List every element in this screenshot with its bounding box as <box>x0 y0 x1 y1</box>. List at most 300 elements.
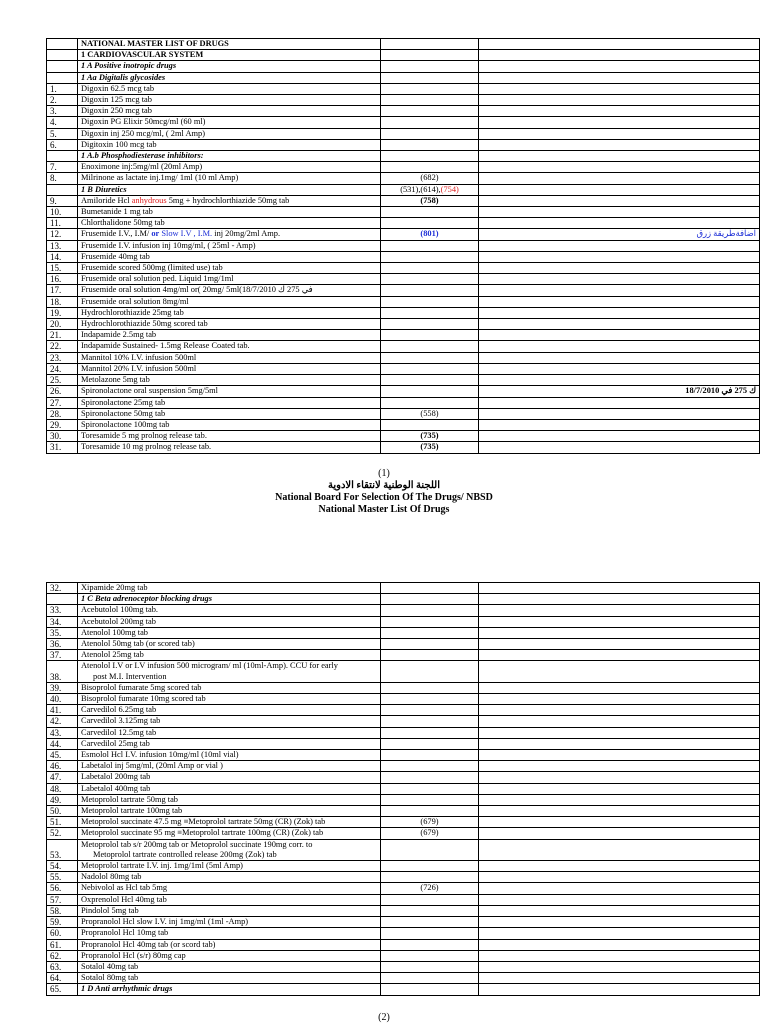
item-number: 27. <box>47 397 78 408</box>
item-number: 10. <box>47 207 78 218</box>
note <box>479 319 760 330</box>
reference-code <box>381 375 479 386</box>
table-row <box>47 839 760 860</box>
item-number: 15. <box>47 263 78 274</box>
table-row <box>47 783 760 794</box>
reference-code <box>381 341 479 352</box>
table-row <box>47 727 760 738</box>
page-number: (2) <box>378 1012 390 1023</box>
reference-code <box>381 117 479 128</box>
reference-code <box>381 419 479 430</box>
item-number: 20. <box>47 319 78 330</box>
table-row <box>47 375 760 386</box>
item-number: 58. <box>47 905 78 916</box>
reference-code <box>381 939 479 950</box>
reference-code <box>381 694 479 705</box>
note <box>479 139 760 150</box>
drug-description: Digoxin 250 mcg tab <box>78 106 381 117</box>
section-heading: 1 B Diuretics <box>78 184 381 195</box>
table-row <box>47 83 760 94</box>
drug-description: Oxprenolol Hcl 40mg tab <box>78 894 381 905</box>
item-number: 30. <box>47 431 78 442</box>
note <box>479 397 760 408</box>
drug-description: Mannitol 20% I.V. infusion 500ml <box>78 363 381 374</box>
reference-code <box>381 263 479 274</box>
reference-code <box>381 72 479 83</box>
reference-code <box>381 151 479 162</box>
note <box>479 375 760 386</box>
note <box>479 83 760 94</box>
page-footer-2 <box>0 1012 768 1024</box>
drug-description <box>78 195 381 206</box>
table-row <box>47 738 760 749</box>
item-number: 46. <box>47 761 78 772</box>
item-number: 16. <box>47 274 78 285</box>
highlighted-text: Slow I.V , I.M. <box>159 229 213 239</box>
table-row <box>47 296 760 307</box>
board-name: National Board For Selection Of The Drugs/ NBSD <box>275 492 493 503</box>
item-number: 32. <box>47 583 78 594</box>
reference-code <box>381 50 479 61</box>
table-row <box>47 229 760 240</box>
section-heading: 1 A Positive inotropic drugs <box>78 61 381 72</box>
reference-code <box>381 650 479 661</box>
note <box>479 330 760 341</box>
table-row <box>47 106 760 117</box>
reference-code <box>381 917 479 928</box>
note <box>479 639 760 650</box>
drug-description: Toresamide 5 mg prolnog release tab. <box>78 431 381 442</box>
reference-code <box>381 727 479 738</box>
table-row <box>47 627 760 638</box>
note <box>479 195 760 206</box>
note <box>479 106 760 117</box>
section-heading: 1 D Anti arrhythmic drugs <box>78 984 381 995</box>
item-number: 37. <box>47 650 78 661</box>
note <box>479 627 760 638</box>
reference-code: (801) <box>381 229 479 240</box>
reference-code <box>381 794 479 805</box>
note <box>479 583 760 594</box>
reference-code <box>381 330 479 341</box>
item-number: 31. <box>47 442 78 453</box>
reference-code <box>381 61 479 72</box>
note <box>479 917 760 928</box>
table-row <box>47 705 760 716</box>
reference-code <box>381 961 479 972</box>
item-number: 7. <box>47 162 78 173</box>
drug-description: Esmolol Hcl I.V. infusion 10mg/ml (10ml vial) <box>78 750 381 761</box>
note <box>479 251 760 262</box>
reference-code: (735) <box>381 442 479 453</box>
item-number: 61. <box>47 939 78 950</box>
drug-text: inj 20mg/2ml Amp. <box>212 229 281 239</box>
reference-code <box>381 806 479 817</box>
item-number: 34. <box>47 616 78 627</box>
item-number: 56. <box>47 883 78 894</box>
drug-description: Metoprolol tartrate I.V. inj. 1mg/1ml (5ml Amp) <box>78 861 381 872</box>
reference-code <box>381 716 479 727</box>
item-number: 12. <box>47 229 78 240</box>
item-number <box>47 39 78 50</box>
drug-description: Digitoxin 100 mcg tab <box>78 139 381 150</box>
item-number: 43. <box>47 727 78 738</box>
drug-description: Carvedilol 12.5mg tab <box>78 727 381 738</box>
item-number: 3. <box>47 106 78 117</box>
drug-text: Atenolol I.V or I.V infusion 500 microgram/ ml (10ml-Amp). CCU for early <box>81 661 338 671</box>
note <box>479 296 760 307</box>
reference-code <box>381 307 479 318</box>
reference-code <box>381 363 479 374</box>
table-row <box>47 363 760 374</box>
reference-code <box>381 274 479 285</box>
item-number: 47. <box>47 772 78 783</box>
table-row <box>47 817 760 828</box>
drug-description: Hydrochlorothiazide 25mg tab <box>78 307 381 318</box>
note <box>479 817 760 828</box>
table-row <box>47 128 760 139</box>
item-number <box>47 72 78 83</box>
item-number: 28. <box>47 408 78 419</box>
drug-description: Bisoprolol fumarate 5mg scored tab <box>78 682 381 693</box>
note <box>479 184 760 195</box>
drug-text: Amiloride Hcl <box>81 195 132 205</box>
item-number: 17. <box>47 285 78 296</box>
item-number <box>47 594 78 605</box>
list-title: National Master List Of Drugs <box>318 504 450 515</box>
reference-code <box>381 386 479 397</box>
table-row <box>47 872 760 883</box>
note <box>479 961 760 972</box>
table-row <box>47 761 760 772</box>
drug-description: Nebivolol as Hcl tab 5mg <box>78 883 381 894</box>
item-number: 38. <box>47 661 78 682</box>
item-number: 11. <box>47 218 78 229</box>
table-row <box>47 274 760 285</box>
drug-description: Propranolol Hcl (s/r) 80mg cap <box>78 950 381 961</box>
item-number: 22. <box>47 341 78 352</box>
table-row <box>47 928 760 939</box>
reference-code <box>381 894 479 905</box>
table-row <box>47 905 760 916</box>
reference-code <box>381 195 479 206</box>
note <box>479 274 760 285</box>
drug-description: Carvedilol 3.125mg tab <box>78 716 381 727</box>
drug-description: Digoxin inj 250 mcg/ml, ( 2ml Amp) <box>78 128 381 139</box>
reference-code <box>381 839 479 860</box>
reference-code <box>381 95 479 106</box>
table-row <box>47 263 760 274</box>
reference-code <box>381 218 479 229</box>
note <box>479 894 760 905</box>
table-row <box>47 973 760 984</box>
note <box>479 973 760 984</box>
item-number: 39. <box>47 682 78 693</box>
drug-text: Metoprolol tartrate controlled release 200mg (Zok) tab <box>93 849 277 859</box>
reference-code <box>381 616 479 627</box>
drug-description: Toresamide 10 mg prolnog release tab. <box>78 442 381 453</box>
reference-code <box>381 319 479 330</box>
highlighted-text: or <box>151 229 160 239</box>
reference-code <box>381 928 479 939</box>
note <box>479 151 760 162</box>
reference-code <box>381 783 479 794</box>
page-number: (1) <box>378 468 390 479</box>
note <box>479 950 760 961</box>
drug-table-page-2 <box>46 582 760 996</box>
table-row <box>47 408 760 419</box>
committee-name-arabic: اللجنة الوطنية لانتقاء الادوية <box>327 480 441 491</box>
table-row <box>47 330 760 341</box>
item-number: 4. <box>47 117 78 128</box>
reference-code <box>381 39 479 50</box>
reference-code <box>381 973 479 984</box>
drug-description: Metoprolol tartrate 100mg tab <box>78 806 381 817</box>
note <box>479 783 760 794</box>
item-number: 9. <box>47 195 78 206</box>
drug-description: Acebutolol 100mg tab. <box>78 605 381 616</box>
table-row <box>47 682 760 693</box>
section-heading: 1 Aa Digitalis glycosides <box>78 72 381 83</box>
table-row <box>47 386 760 397</box>
reference-code <box>381 139 479 150</box>
drug-description: Frusemide oral solution 4mg/ml or( 20mg/ 5ml(18/7/2010 في 275 ك <box>78 285 381 296</box>
table-row <box>47 352 760 363</box>
item-number: 33. <box>47 605 78 616</box>
reference-code: (758) <box>420 195 439 205</box>
note <box>479 861 760 872</box>
item-number <box>47 50 78 61</box>
note <box>479 794 760 805</box>
reference-code <box>381 738 479 749</box>
item-number: 41. <box>47 705 78 716</box>
table-row <box>47 162 760 173</box>
drug-description: Metoprolol tartrate 50mg tab <box>78 794 381 805</box>
reference-code: (531),(614), <box>400 184 441 194</box>
drug-description: Milrinone as lactate inj.1mg/ 1ml (10 ml Amp) <box>78 173 381 184</box>
highlighted-text: anhydrous <box>131 195 167 205</box>
table-row <box>47 639 760 650</box>
drug-description: Metoprolol succinate 95 mg ≡Metoprolol tartrate 100mg (CR) (Zok) tab <box>78 828 381 839</box>
drug-description: Xipamide 20mg tab <box>78 583 381 594</box>
note <box>479 117 760 128</box>
section-heading: 1 C Beta adrenoceptor blocking drugs <box>78 594 381 605</box>
drug-description: Spironolactone 50mg tab <box>78 408 381 419</box>
drug-text: post M.I. Intervention <box>93 671 167 681</box>
drug-description: Metolazone 5mg tab <box>78 375 381 386</box>
note <box>479 263 760 274</box>
section-heading-row <box>47 50 760 61</box>
table-row <box>47 218 760 229</box>
note <box>479 128 760 139</box>
reference-code: (754) <box>440 184 459 194</box>
item-number: 21. <box>47 330 78 341</box>
item-number <box>47 151 78 162</box>
reference-code: (679) <box>381 828 479 839</box>
note: اضافةطريقة زرق <box>479 229 760 240</box>
item-number: 48. <box>47 783 78 794</box>
drug-description: Sotalol 80mg tab <box>78 973 381 984</box>
note <box>479 173 760 184</box>
item-number: 57. <box>47 894 78 905</box>
note <box>479 716 760 727</box>
drug-description: Propranolol Hcl 10mg tab <box>78 928 381 939</box>
reference-code <box>381 251 479 262</box>
note <box>479 883 760 894</box>
section-heading-row <box>47 184 760 195</box>
reference-code <box>381 661 479 682</box>
table-row <box>47 95 760 106</box>
table-row <box>47 251 760 262</box>
drug-description: Indapamide Sustained- 1.5mg Release Coated tab. <box>78 341 381 352</box>
drug-description: Frusemide I.V. infusion inj 10mg/ml, ( 25ml - Amp) <box>78 240 381 251</box>
reference-code <box>381 240 479 251</box>
drug-description: Propranolol Hcl slow I.V. inj 1mg/ml (1ml -Amp) <box>78 917 381 928</box>
note <box>479 682 760 693</box>
note <box>479 939 760 950</box>
drug-description: Carvedilol 6.25mg tab <box>78 705 381 716</box>
item-number: 36. <box>47 639 78 650</box>
note <box>479 750 760 761</box>
drug-description: Acebutolol 200mg tab <box>78 616 381 627</box>
item-number: 62. <box>47 950 78 961</box>
drug-description: Spironolactone 25mg tab <box>78 397 381 408</box>
table-row <box>47 828 760 839</box>
drug-description: Mannitol 10% I.V. infusion 500ml <box>78 352 381 363</box>
note <box>479 61 760 72</box>
note <box>479 727 760 738</box>
table-row <box>47 431 760 442</box>
reference-code <box>381 905 479 916</box>
item-number: 63. <box>47 961 78 972</box>
drug-description: Atenolol 25mg tab <box>78 650 381 661</box>
drug-description: Labetalol 200mg tab <box>78 772 381 783</box>
drug-description: Digoxin 62.5 mcg tab <box>78 83 381 94</box>
note <box>479 605 760 616</box>
item-number: 50. <box>47 806 78 817</box>
drug-text: Frusemide I.V., I.M/ <box>81 229 152 239</box>
note <box>479 50 760 61</box>
reference-code <box>381 605 479 616</box>
drug-description: Spironolactone 100mg tab <box>78 419 381 430</box>
note <box>479 285 760 296</box>
item-number: 55. <box>47 872 78 883</box>
note <box>479 307 760 318</box>
reference-code <box>381 705 479 716</box>
reference-code <box>381 750 479 761</box>
reference-code <box>381 184 479 195</box>
reference-code <box>381 639 479 650</box>
reference-code <box>381 872 479 883</box>
reference-code <box>381 984 479 995</box>
reference-code <box>381 594 479 605</box>
reference-code <box>381 627 479 638</box>
item-number: 54. <box>47 861 78 872</box>
note <box>479 431 760 442</box>
drug-description: Propranolol Hcl 40mg tab (or scord tab) <box>78 939 381 950</box>
drug-description: Atenolol 50mg tab (or scored tab) <box>78 639 381 650</box>
drug-description: Nadolol 80mg tab <box>78 872 381 883</box>
note <box>479 905 760 916</box>
drug-description: Hydrochlorothiazide 50mg scored tab <box>78 319 381 330</box>
table-row <box>47 307 760 318</box>
note <box>479 39 760 50</box>
table-row <box>47 139 760 150</box>
reference-code <box>381 128 479 139</box>
section-heading-row <box>47 72 760 83</box>
note <box>479 594 760 605</box>
table-row <box>47 861 760 872</box>
drug-description: Bisoprolol fumarate 10mg scored tab <box>78 694 381 705</box>
item-number: 24. <box>47 363 78 374</box>
table-row <box>47 883 760 894</box>
drug-description: Enoximone inj:5mg/ml (20ml Amp) <box>78 162 381 173</box>
note <box>479 694 760 705</box>
drug-description: Pindolol 5mg tab <box>78 905 381 916</box>
reference-code <box>381 207 479 218</box>
reference-code: (735) <box>381 431 479 442</box>
item-number: 6. <box>47 139 78 150</box>
drug-text: 5mg + hydrochlorthiazide 50mg tab <box>166 195 290 205</box>
table-row <box>47 772 760 783</box>
table-row <box>47 794 760 805</box>
table-row <box>47 616 760 627</box>
table-row <box>47 716 760 727</box>
note <box>479 408 760 419</box>
reference-code <box>381 106 479 117</box>
item-number: 23. <box>47 352 78 363</box>
drug-table-page-1 <box>46 38 760 454</box>
table-row <box>47 319 760 330</box>
note: ك 275 في 18/7/2010 <box>479 386 760 397</box>
reference-code: (726) <box>381 883 479 894</box>
section-heading: NATIONAL MASTER LIST OF DRUGS <box>78 39 381 50</box>
item-number: 1. <box>47 83 78 94</box>
drug-description: Digoxin 125 mcg tab <box>78 95 381 106</box>
table-row <box>47 939 760 950</box>
item-number: 26. <box>47 386 78 397</box>
item-number <box>47 184 78 195</box>
drug-description: Chlorthalidone 50mg tab <box>78 218 381 229</box>
note <box>479 705 760 716</box>
note <box>479 419 760 430</box>
item-number: 35. <box>47 627 78 638</box>
reference-code <box>381 583 479 594</box>
drug-description <box>78 661 381 682</box>
item-number: 14. <box>47 251 78 262</box>
drug-description: Frusemide scored 500mg (limited use) tab <box>78 263 381 274</box>
reference-code <box>381 950 479 961</box>
item-number: 13. <box>47 240 78 251</box>
section-heading: 1 A.b Phosphodiesterase inhibitors: <box>78 151 381 162</box>
drug-description: Metoprolol succinate 47.5 mg ≡Metoprolol tartrate 50mg (CR) (Zok) tab <box>78 817 381 828</box>
item-number: 60. <box>47 928 78 939</box>
note <box>479 352 760 363</box>
item-number: 53. <box>47 839 78 860</box>
drug-text: Metoprolol tab s/r 200mg tab or Metoprolol succinate 190mg corr. to <box>81 839 313 849</box>
item-number: 29. <box>47 419 78 430</box>
drug-description: Frusemide 40mg tab <box>78 251 381 262</box>
item-number: 59. <box>47 917 78 928</box>
note <box>479 738 760 749</box>
drug-description: Carvedilol 25mg tab <box>78 738 381 749</box>
table-row <box>47 661 760 682</box>
reference-code <box>381 285 479 296</box>
item-number: 40. <box>47 694 78 705</box>
table-row <box>47 442 760 453</box>
reference-code <box>381 296 479 307</box>
reference-code <box>381 682 479 693</box>
